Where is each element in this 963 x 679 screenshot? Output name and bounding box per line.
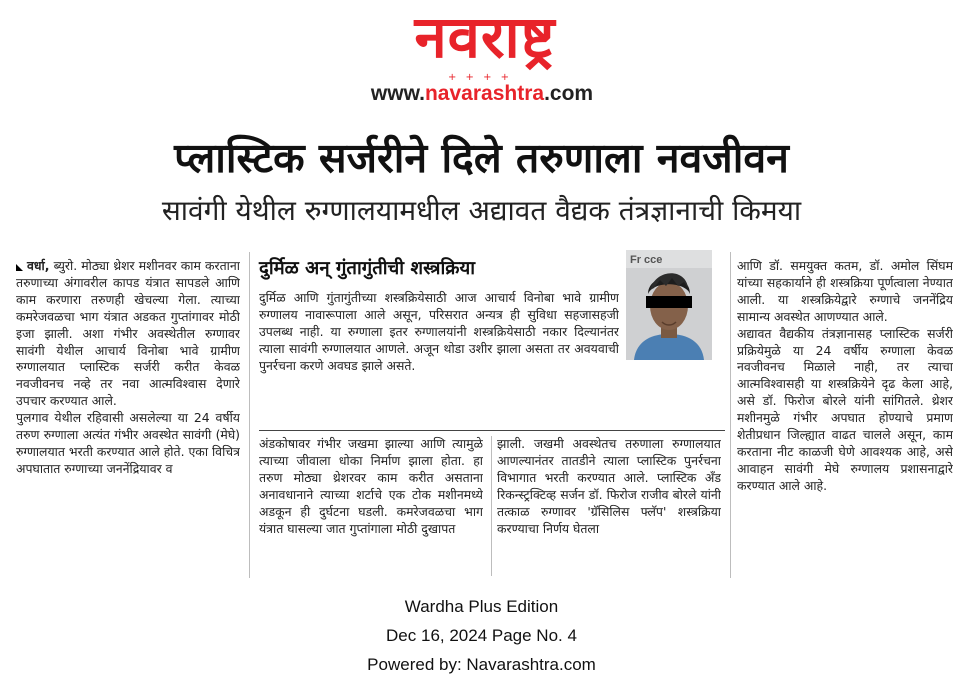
dateline-marker-icon (16, 264, 23, 271)
column-divider (491, 436, 492, 576)
column-1-intro: ब्युरो. मोठ्या थ्रेशर मशीनवर काम करताना तरुणाच्या अंगावरील कापड यंत्रात सापडले आणि काम करणारा तरुणही खेचल्या गेला. त्याच्या कमरेजवळचा भाग यंत्रात अडकत गुप्तांगावर मोठी इजा झाली. अशा गंभीर अवस्थेतील रुग्णावर सावंगी येथील आचार्य विनोबा भावे ग्रामीण रुग्णालयात प्लास्टिक सर्जरी करीत केवळ नवजीवनच नव्हे तर नवा आत्मविश्वास देणारे उपचार करण्यात आले. (16, 258, 240, 409)
column-divider (730, 252, 731, 578)
date-page-label: Dec 16, 2024 Page No. 4 (386, 626, 577, 645)
box-bottom-rule (259, 430, 725, 431)
logo-ornament: + + + + (447, 72, 513, 83)
dateline: वर्धा, (27, 258, 50, 273)
article-column-2: अंडकोषावर गंभीर जखमा झाल्या आणि त्यामुळे त्याच्या जीवाला धोका निर्माण झाला होता. हा तरुण मोठ्या थ्रेशरवर काम करीत असताना अनावधानाने त्याच्या शर्टाचे एक टोक मशीनमध्ये अडकून ही दुर्घटना घडली. कमरेजवळचा भाग यंत्रात घासल्या जात गुप्तांगाला मोठी दुखापत (259, 436, 483, 536)
article-column-1 (16, 258, 240, 580)
column-divider (249, 252, 250, 578)
newspaper-logo: नवराष्ट्र (414, 3, 556, 71)
article-column-4 (737, 258, 953, 580)
column-4-para-2: अद्यावत वैद्यकीय तंत्रज्ञानासह प्लास्टिक सर्जरी प्रक्रियेमुळे या 24 वर्षीय रुग्णाला केवळ नवजीवनच मिळाले नाही, तर त्याचा आत्मविश्वासही या शस्त्रक्रियेने दृढ केला आहे, असे डॉ. फिरोज बोरले यांनी सांगितले. थ्रेशर मशीनमुळे गंभीर अपघात होण्याचे प्रमाण शेतीप्रधान जिल्ह्यात वाढत चालले असून, काम करताना नीट काळजी घेणे आवश्यक आहे, असे आवाहन सावंगी मेघे रुग्णालय प्रशासनाद्वारे करण्यात आले आहे. (737, 325, 953, 493)
article-headline: प्लास्टिक सर्जरीने दिले तरुणाला नवजीवन (174, 134, 789, 182)
url-prefix: www. (370, 82, 425, 105)
article-subheadline: सावंगी येथील रुग्णालयामधील अद्यावत वैद्यक तंत्रज्ञानाची किमया (161, 194, 802, 227)
url-brand: navarashtra (424, 82, 545, 105)
powered-by-label[interactable]: Powered by: Navarashtra.com (367, 655, 596, 674)
patient-photo (626, 250, 712, 360)
masthead (0, 0, 963, 110)
article-column-3: झाली. जखमी अवस्थेतच तरुणाला रुग्णालयात आणल्यानंतर तातडीने त्याला प्लास्टिक पुनर्रचना विभागात भरती करण्यात आले. प्लास्टिक अँड रिकन्स्ट्रक्टिव्ह सर्जन डॉ. फिरोज राजीव बोरले यांनी तत्काळ रुग्णावर 'ग्रॅसिलिस फ्लॅप' शस्त्रक्रिया करण्याचा निर्णय घेतला (497, 436, 721, 536)
column-4-para-1: आणि डॉ. समयुक्त कतम, डॉ. अमोल सिंघम यांच्या सहकार्याने ही शस्त्रक्रिया पूर्णत्वाला नेण्यात आली. या शस्त्रक्रियेद्वारे रुग्णाचे जननेंद्रिय सामान्य अवस्थेत आणण्यात आले. (737, 258, 953, 324)
box-story-title: दुर्मिळ अन् गुंतागुंतीची शस्त्रक्रिया (259, 258, 476, 279)
logo-url[interactable] (322, 82, 642, 106)
photo-background-text: Fr cce (630, 254, 663, 266)
edition-label: Wardha Plus Edition (404, 597, 559, 616)
column-1-para-2: पुलगाव येथील रहिवासी असलेल्या या 24 वर्षीय तरुण रुग्णाला अत्यंत गंभीर अवस्थेत सावंगी (मेघे) रुग्णालयात भरती करण्यात आले होते. एका विचित्र अपघातात रुग्णाच्या जननेंद्रियावर व (16, 410, 240, 476)
box-story-text: दुर्मिळ आणि गुंतागुंतीच्या शस्त्रक्रियेसाठी आज आचार्य विनोबा भावे ग्रामीण रुग्णालय नावारूपाला आले असून, परिसरात अन्यत्र ही सुविधा सहजासहजी उपलब्ध नाही. या रुग्णाला इतर रुग्णालयांनी शस्त्रक्रियेसाठी नकार दिल्यानंतर त्याला सावंगी रुग्णालयात आणले. अजून थोडा उशीर झाला असता तर अवयवाची पुनर्रचना करणे अवघड झाले असते. (259, 290, 619, 373)
url-suffix: .com (544, 82, 594, 105)
patient-photo-image (626, 250, 712, 360)
